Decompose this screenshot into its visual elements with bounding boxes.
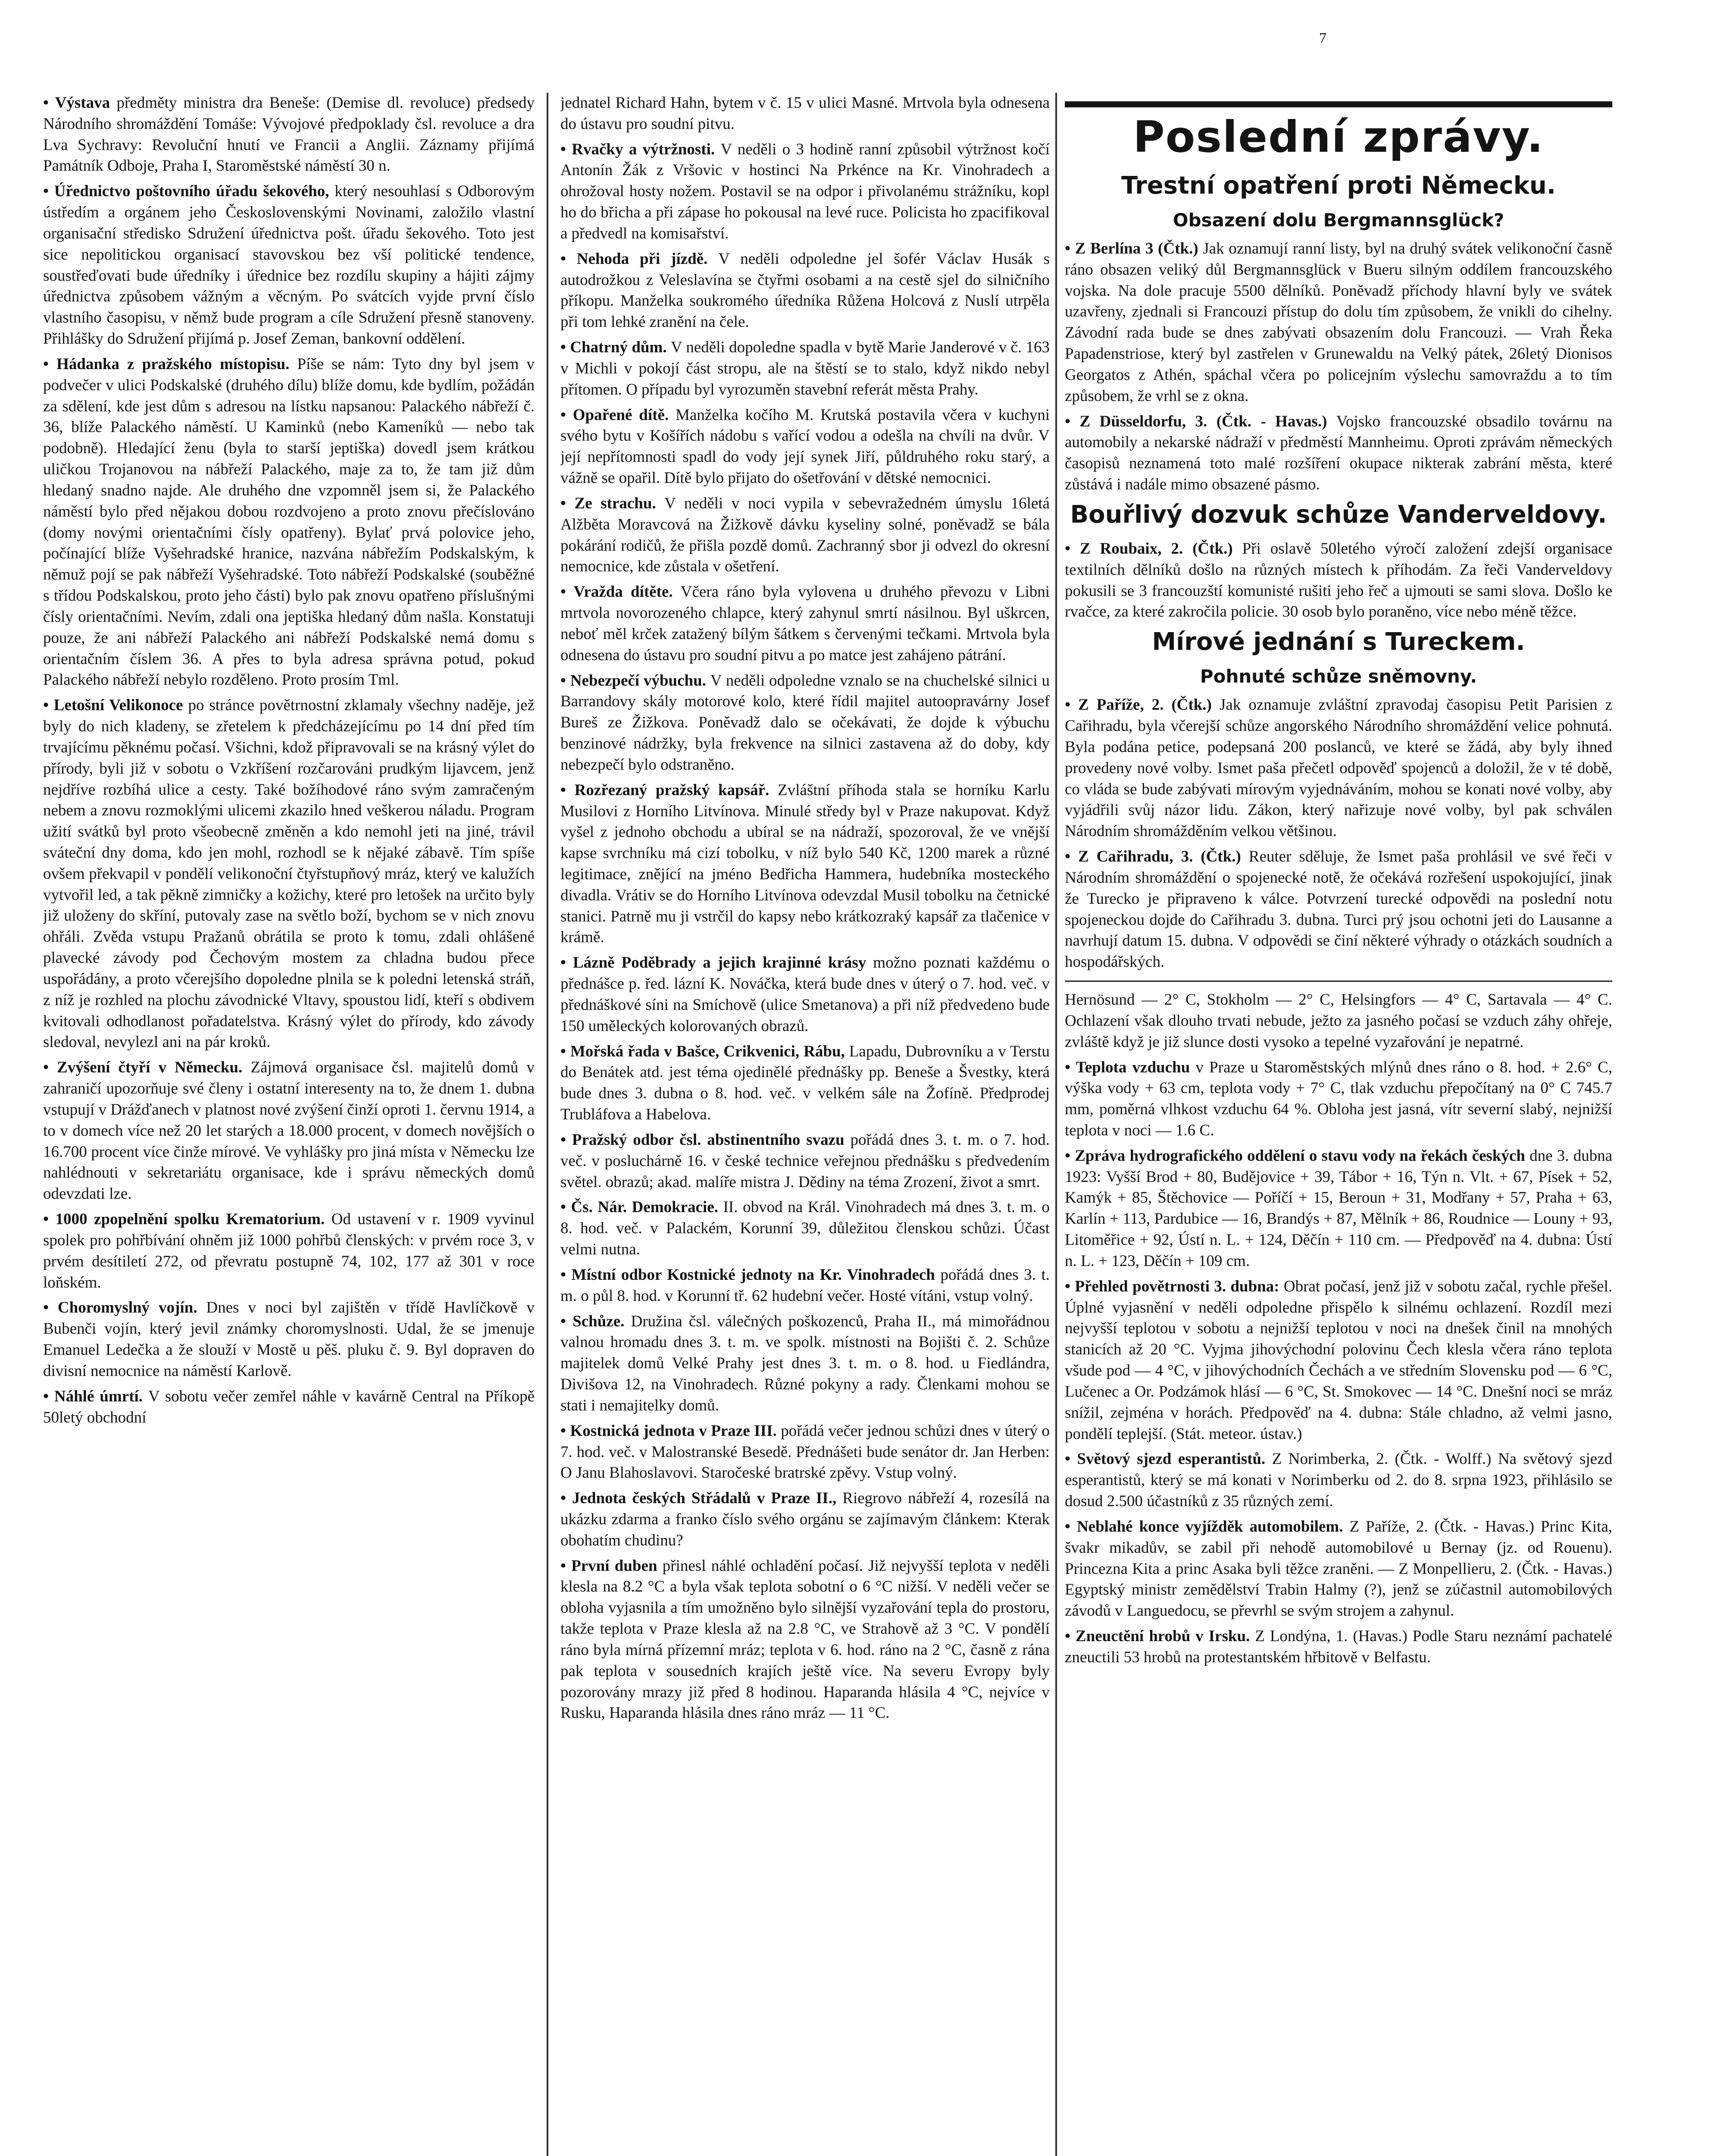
article-text: pořádá večer jednou schůzi dnes v úterý o 7. hod. več. v Malostranské Besedě. Přednášeti bude senátor dr. Jan Herben: O Janu Blahoslavovi. Staročeské bratrské zpěvy. Vstup volný.: [560, 1422, 1050, 1482]
article-text: Lapadu, Dubrovníku a v Terstu do Benátek atd. jest téma ojedinělé přednášky pp. Beneše a Švestky, která bude dnes 3. dubna o 8. hod. več. v velkém sále na Žofíně. Předprodej Trubláfova a Habelova.: [560, 1042, 1050, 1124]
article-title: • Nebezpečí výbuchu.: [560, 671, 710, 689]
news-article: [1065, 1146, 1612, 1272]
news-article: [560, 582, 1050, 666]
article-text: V neděli v noci vypila v sebevražedném úmyslu 16letá Alžběta Moravcová na Žižkově dávku kyseliny solné, poněvadž se bála pokárání rodičů, že přišla pozdě domů. Zachranný sbor ji odvezl do okresní nemocnice, kde zůstala v ošetření.: [560, 494, 1050, 576]
article-title: • Rvačky a výtržnosti.: [560, 140, 721, 158]
divider: [1065, 981, 1612, 982]
news-article: [560, 405, 1050, 489]
article-text: Jak oznamuje zvláštní zpravodaj časopisu Petit Parisien z Cařihradu, byla včerejší schůze angorského Národního shromáždění velice pohnutá. Byla podána petice, podepsaná 200 poslanců, ve které se žádá, aby byly ihned provedeny nové volby. Ismet paša přečetl odpověď spojenců a doložil, že v té době, co vláda se bude zabývati mírovým vyjednáváním, mohou se konati nové volby, aby vyjádřili svůj názor lidu. Zákon, který nařizuje nové volby, byl pak schválen Národním shromážděním velkou většinou.: [1065, 696, 1612, 840]
news-article: [560, 337, 1050, 400]
news-article: [560, 1488, 1050, 1551]
news-article: [43, 1209, 535, 1293]
article-text: Včera ráno byla vylovena u druhého převozu v Libni mrtvola novorozeného chlapce, který zahynul smrtí násilnou. Byl uškrcen, neboť měl krček zatažený bílým šátkem s červenými tečkami. Mrtvola byla odnesena do ústavu pro soudní pitvu a po matce jest zahájeno pátrání.: [560, 583, 1050, 664]
news-article: [43, 1297, 535, 1382]
news-article: [1065, 1626, 1612, 1668]
article-text: Družina čsl. válečných poškozenců, Praha II., má mimořádnou valnou hromadu dnes 3. t. m. ve spolk. místnosti na Bojišti č. 2. Schůze majitelek domů Velké Prahy jest dnes 3. t. m. o 8. hod. u Fiedlándra, Divišova 12, na Vinohradech. Různé pokyny a rady. Členkami mohou se stati i nemajitelky domů.: [560, 1312, 1050, 1414]
article-text: Jak oznamují ranní listy, byl na druhý svátek velikonoční časně ráno obsazen veliký důl Bergmannsglück v Bueru silným oddílem francouzského vojska. Na dole pracuje 5500 dělníků. Poněvadž příchody hlavní byly ve svátek uzavřeny, zjednali si Francouzi přístup do dolu tím způsobem, že vnikli do cihelny. Závodní rada bude se dnes zabývati obsazením dolu Francouzi. — Vrah Řeka Papadenstriose, který byl zastřelen v Grunewaldu na Velký pátek, 26letý Dionisos Georgatos z Athén, spáchal včera po policejním výslechu samovraždu a to tím způsobem, že vrhl se z okna.: [1065, 240, 1612, 405]
article-text: V neděli odpoledne jel šofér Václav Husák s autodrožkou z Veleslavína se čtyřmi osobami a na cestě sjel do silničního příkopu. Manželka soukromého úředníka Růžena Holcová z Nuslí utrpěla při tom lehké zranění na čele.: [560, 250, 1050, 331]
news-article: [560, 1197, 1050, 1260]
article-title: • První duben: [560, 1557, 663, 1575]
article-text: Z Londýna, 1. (Havas.) Podle Staru neznámí pachatelé zneuctili 53 hrobů na protestantském hřbitově v Belfastu.: [1065, 1627, 1612, 1666]
section-subheading: Pohnuté schůze sněmovny.: [1200, 666, 1477, 687]
news-article: [560, 671, 1050, 776]
news-article: [1065, 539, 1612, 623]
article-title: • Chatrný dům.: [560, 338, 671, 357]
news-article: [43, 181, 535, 350]
article-text: Z Norimberka, 2. (Čtk. - Wolff.) Na světový sjezd esperantistů, který se má konati v Norimberku od 2. do 8. srpna 1923, přihlásilo se dosud 2.500 účastníků z 35 různých zemí.: [1065, 1450, 1612, 1510]
news-article: [560, 493, 1050, 577]
article-title: • Světový sjezd esperantistů.: [1065, 1450, 1272, 1468]
article-title: • Jednota českých Střádalů v Praze II.,: [560, 1489, 843, 1507]
news-article: [1065, 238, 1612, 407]
article-title: • Lázně Poděbrady a jejich krajinné krásy: [560, 954, 873, 972]
article-title: • Zneuctění hrobů v Irsku.: [1065, 1627, 1255, 1645]
news-article: [1065, 1449, 1612, 1512]
article-title: • Pražský odbor čsl. abstinentního svazu: [560, 1131, 851, 1149]
article-text: Hernösund — 2° C, Stokholm — 2° C, Helsingfors — 4° C, Sartavala — 4° C. Ochlazení však dlouho trvati nebude, ježto za jasného počasí se vzduch záhy ohřeje, zvláště když je již slunce dosti vysoko a tepelné vyzařování je nepatrné.: [1065, 991, 1612, 1051]
column-right: [1065, 93, 1612, 2156]
news-article: [1065, 411, 1612, 495]
article-text: pořádá dnes 3. t. m. o půl 8. hod. v Korunní tř. 62 hudební večer. Hosté vítáni, vstup volný.: [560, 1266, 1050, 1305]
news-article: [1065, 846, 1612, 973]
news-article: [43, 1057, 535, 1205]
news-article: [43, 1386, 535, 1429]
article-title: • Přehled povětrnosti 3. dubna:: [1065, 1277, 1284, 1295]
section-heading: Trestní opatření proti Německu.: [1121, 172, 1556, 200]
article-text: Obrat počasí, jenž již v sobotu začal, rychle přešel. Úplné vyjasnění v neděli odpoledne přispělo k silnému ochlazení. Rozdíl mezi nejvyšší teplotou v sobotu a nejnižší teplotou v noci na dnešek činil na mnohých stanicích až 20 °C. Vyjma jihovýchodní polovinu Čech klesla včera ráno teplota všude pod — 4 °C, v jihovýchodních Čechách a ve středním Slovensku pod — 6 °C, Lučenec a Or. Podzámok hlásí — 6 °C, St. Smokovec — 14 °C. Dnešní noci se mráz snížil, zejména v horách. Předpověď na 4. dubna: Stále chladno, až velmi jasno, pondělí teplejší. (Stát. meteor. ústav.): [1065, 1277, 1612, 1443]
article-title: • 1000 zpopelnění spolku Krematorium.: [43, 1210, 332, 1228]
article-text: II. obvod na Král. Vinohradech má dnes 3. t. m. o 8. hod. več. v Palackém, Korunní 39, důležitou členskou schůzi. Účast velmi nutna.: [560, 1198, 1050, 1259]
article-title: • Nehoda při jízdě.: [560, 250, 719, 268]
article-title: • Vražda dítěte.: [560, 583, 681, 601]
news-article: [1065, 990, 1612, 1053]
news-article: [560, 93, 1050, 135]
news-article: [560, 780, 1050, 949]
article-title: • Čs. Nár. Demokracie.: [560, 1198, 723, 1216]
section-heading: Bouřlivý dozvuk schůze Vanderveldovy.: [1070, 500, 1607, 529]
news-article: [560, 1311, 1050, 1416]
article-title: • Z Cařihradu, 3. (Čtk.): [1065, 848, 1249, 866]
article-text: Při oslavě 50letého výročí založení zdejší organisace textilních dělníků došlo na různých místech k příhodám. Za řeči Vanderveldovy pokusili se 3 francouzští komunisté rušiti jeho řeč a ujmouti se sami slova. Došlo ke rvačce, za které zakročila policie. 30 osob bylo poraněno, více nebo méně těžce.: [1065, 539, 1612, 621]
article-text: předměty ministra dra Beneše: (Demise dl. revoluce) předsedy Národního shromáždění Tomáše: Vývojové předpoklady čsl. revoluce a dra Lva Sychravy: Revoluční hnutí ve Francii a Anglii. Záznamy přijímá Památník Odboje, Praha I, Staroměstské náměstí 30 n.: [43, 94, 535, 175]
article-text: po stránce povětrnostní zklamaly všechny naděje, jež byly do nich kladeny, se zřetelem k předcházejícímu po 14 dní před tím trvajícímu pěknému počasí. Všichni, kdož připravovali se na krásný výlet do přírody, byli již v sobotu o Vzkříšení rozčarováni prudkým lijavcem, jenž nejdříve rozbíhá ulice a cesty. Také božíhodové ráno svým zamračeným nebem a znovu rozmoklými ulicemi zkazilo hned veškerou náladu. Program užití svátků byl proto všeobecně změněn a kdo nemohl jeti na jiné, trávil sváteční dny doma, kdo jen mohl, rozhodl se k nějaké zábavě. Tím spíše ovšem překvapil v pondělí velikonoční čtyřstupňový mráz, který ve kalužích vytvořil led, a tak pěkně zimničky a kožichy, které pro letošek na určito byly již uloženy do skříní, putovaly zase na světlo boží, bychom se v nich znovu ohřáli. Zvěda vstupu Pražanů obrátila se proto k tomu, zdali ohlášené plavecké závody pod Čechovým mostem za chladna budou přece uspořádány, a proto včerejšího dopoledne plnila se k poledni letenská stráň, z níž je rozhled na plochu závodnické Vltavy, spoustou lidí, kteří s obdivem kvitovali odhodlanost pořadatelstva. Krásný výlet do přírody, kdo závody sledoval, nevylezl ani na pár kroků.: [43, 696, 535, 1051]
article-text: dne 3. dubna 1923: Vyšší Brod + 80, Budějovice + 39, Tábor + 16, Týn n. Vlt. + 67, Písek + 52, Kamýk + 85, Štěchovice — Poříčí + 15, Beroun + 31, Modřany + 57, Praha + 63, Karlín + 113, Pardubice — 16, Brandýs + 87, Mělník + 86, Roudnice — Louny + 93, Litoměřice + 92, Ústí n. L. + 124, Děčín + 110 cm. — Předpověď na 4. dubna: Ústí n. L. + 123, Děčín + 109 cm.: [1065, 1147, 1612, 1270]
column-divider: [547, 93, 548, 2156]
article-text: možno poznati každému o přednášce p. řed. lázní K. Nováčka, která bude dnes v úterý o 7. hod. več. v přednáškové síni na Smíchově (ulice Smetanova) a při níž předvedeno bude 150 uměleckých kolorovaných obrazů.: [560, 954, 1050, 1035]
news-article: [560, 249, 1050, 333]
article-title: • Schůze.: [560, 1312, 631, 1330]
article-text: V neděli o 3 hodině ranní způsobil výtržnost kočí Antonín Žák z Vršovic v hostinci Na Prkénce na Kr. Vinohradech a ohrožoval hosty nožem. Postavil se na odpor i přivolanému strážníku, kopl ho do břicha a při zápase ho pokousal na levé ruce. Policista ho zpacifikoval a předvedl na komisařství.: [560, 140, 1050, 242]
article-title: • Opařené dítě.: [560, 406, 676, 424]
news-article: [43, 354, 535, 691]
article-text: jednatel Richard Hahn, bytem v č. 15 v ulici Masné. Mrtvola byla odnesena do ústavu pro soudní pitvu.: [560, 94, 1050, 133]
article-title: • Úřednictvo poštovního úřadu šekového,: [43, 182, 335, 201]
article-title: • Místní odbor Kostnické jednoty na Kr. Vinohradech: [560, 1266, 941, 1284]
heavy-rule: [1065, 101, 1612, 107]
page-number: 7: [1319, 30, 1326, 46]
section-subheading: Obsazení dolu Bergmannsglück?: [1173, 210, 1505, 231]
article-text: pořádá dnes 3. t. m. o 7. hod. več. v posluchárně 16. v české technice veřejnou přednášku s předvedením světel. obrazů; akad. malíře mistra J. Dědiny na téma Zrození, život a smrt.: [560, 1131, 1050, 1191]
news-article: [560, 1556, 1050, 1724]
section-heading: Mírové jednání s Tureckem.: [1152, 628, 1525, 656]
article-title: • Výstava: [43, 94, 117, 112]
article-text: V neděli odpoledne vznalo se na chuchelské silnici u Barrandovy skály motorové kolo, které řídil majitel autoopravárny Josef Bureš ze Žižkova. Poněvadž dalo se očekávati, že dojde k výbuchu benzinové nádržky, byla frekvence na silnici zastavena až do doby, kdy nebezpečí bylo odstraněno.: [560, 671, 1050, 774]
article-title: • Letošní Velikonoce: [43, 696, 188, 714]
article-title: • Z Roubaix, 2. (Čtk.): [1065, 539, 1242, 558]
article-text: v Praze u Staroměstských mlýnů dnes ráno o 8. hod. + 2.6° C, výška vody + 63 cm, teplota vody + 7° C, tlak vzduchu přepočítaný na 0° C 745.7 mm, poměrná vlhkost vzduchu 64 %. Obloha jest jasná, vítr severní slabý, nejnižší teplota v noci — 1.6 C.: [1065, 1058, 1612, 1139]
article-text: V sobotu večer zemřel náhle v kavárně Central na Příkopě 50letý obchodní: [43, 1387, 535, 1426]
article-text: Manželka kočího M. Krutská postavila včera v kuchyni svého bytu v Košířích nádobu s vařící vodou a odešla na chvíli na dvůr. V její nepřítomnosti spadl do vody její synek Jiří, půldruhého roku starý, a vážně se opařil. Dítě bylo přijato do ošetřování v dětské nemocnici.: [560, 406, 1050, 487]
column-left: [43, 93, 535, 2156]
article-title: • Choromyslný vojín.: [43, 1299, 206, 1317]
article-title: • Z Paříže, 2. (Čtk.): [1065, 696, 1220, 714]
news-article: [1065, 1276, 1612, 1445]
article-text: Dnes v noci byl zajištěn v třídě Havlíčkově v Bubenči vojín, který jevil známky choromyslnosti. Udal, že se jmenuje Emanuel Ledečka a že slouží v Mostě u pěš. pluku č. 9. Byl dopraven do divisní nemocnice na náměstí Karlově.: [43, 1299, 535, 1380]
article-title: • Kostnická jednota v Praze III.: [560, 1422, 781, 1440]
news-article: [560, 1265, 1050, 1307]
article-text: přinesl náhlé ochladění počasí. Již nejvyšší teplota v neděli klesla na 8.2 °C a byla však teplota sobotní o 6 °C nižší. V neděli večer se obloha vyjasnila a tím umožněno bylo silnější vyzařování tepla do prostoru, takže teplota v Praze klesla až na 2.8 °C, ve Strahově až 3 °C. V pondělí ráno byla mírná přízemní mráz; teplota v 6. hod. ráno na 2 °C, časně z rána pak teplota v sousedních krajích ještě více. Na severu Evropy byly pozorovány mrazy již před 8 hodinou. Haparanda hlásila 4 °C, nejvíce v Rusku, Haparanda hlásila dnes ráno mráz — 11 °C.: [560, 1557, 1050, 1722]
article-title: • Rozřezaný pražský kapsář.: [560, 781, 778, 799]
news-article: [560, 1041, 1050, 1125]
news-article: [43, 695, 535, 1053]
news-article: [560, 139, 1050, 244]
news-article: [560, 953, 1050, 1037]
article-title: • Z Berlína 3 (Čtk.): [1065, 240, 1203, 257]
article-text: Riegrovo nábřeží 4, rozesílá na ukázku zdarma a franko číslo svého orgánu se zajímavým článkem: Kterak obohatím chudinu?: [560, 1489, 1050, 1549]
article-text: Zájmová organisace čsl. majitelů domů v zahraničí upozorňuje své členy i ostatní interesenty na to, že dnem 1. dubna vstupují v Drážďanech v platnost nové zvýšení činží oproti 1. červnu 1914, a to v domech více než 20 let starých a 18.000 procent, v domech novějších o 16.700 procent více činže mírové. Ve vyhlášky pro jiná místa v Německu lze nahlédnouti v sekretariátu organisace, kde i správu německých domů odevzdati lze.: [43, 1059, 535, 1203]
news-article: [1065, 1517, 1612, 1622]
article-title: • Neblahé konce vyjížděk automobilem.: [1065, 1517, 1350, 1536]
column-divider: [1055, 93, 1057, 2156]
article-text: který nesouhlasí s Odborovým ústředím a orgánem jeho Československými Novinami, založilo vlastní organisační středisko Sdružení úřednictva pošt. úřadu šekového. Toto jest sice nepolitickou organisací stavovskou bez vší politické tendence, soustřeďovati bude úředníky i úřednice bez rozdílu skupiny a hájiti zájmy úřednictva způsobem vážným a věcným. Po svátcích vyjde první číslo vlastního časopisu, v němž bude program a cíle Sdružení přesně stanoveny. Přihlášky do Sdružení přijímá p. Josef Zeman, bankovní oddělení.: [43, 182, 535, 348]
news-article: [560, 1421, 1050, 1484]
news-article: [1065, 1057, 1612, 1141]
news-article: [1065, 695, 1612, 842]
article-title: • Zvýšení čtyří v Německu.: [43, 1059, 251, 1077]
article-title: • Mořská řada v Bašce, Crikvenici, Rábu,: [560, 1042, 849, 1060]
news-article: [43, 93, 535, 177]
article-text: V neděli dopoledne spadla v bytě Marie Janderové v č. 163 v Michli v pokojí část stropu, ale na štěstí se to stalo, když nikdo nebyl přítomen. O případu byl vyrozuměn stavební referát města Prahy.: [560, 338, 1050, 398]
article-text: Zvláštní příhoda stala se horníku Karlu Musilovi z Horního Litvínova. Minulé středy byl v Praze nakupovat. Když vyšel z jednoho obchodu a ubíral se na nádraží, spozoroval, že ve vnější kapse svrchníku má cizí tobolku, v níž bylo 540 Kč, 1200 marek a různé legitimace, znějící na jméno Bedřicha Hammera, hudebníka mosteckého divadla. Vrátiv se do Horního Litvínova odevzdal Musil tobolku na četnické stanici. Patrně mu ji vstrčil do kapsy nebo krátkozraký kapsář za tlačenice v krámě.: [560, 781, 1050, 946]
section-title: Poslední zprávy.: [1133, 112, 1544, 162]
article-title: • Z Düsseldorfu, 3. (Čtk. - Havas.): [1065, 412, 1336, 430]
article-text: Z Paříže, 2. (Čtk. - Havas.) Princ Kita, švakr mikadův, se zabil při nehodě automobilové u Bernay (jz. od Rouenu). Princezna Kita a princ Asaka byli těžce zraněni. — Z Monpellieru, 2. (Čtk. - Havas.) Egyptský ministr zemědělství Trabin Halmy (?), jenž se zúčastnil automobilových závodů v Languedocu, se převrhl se svým strojem a zahynul.: [1065, 1517, 1612, 1620]
article-title: • Teplota vzduchu: [1065, 1058, 1196, 1076]
article-title: • Hádanka z pražského místopisu.: [43, 355, 297, 373]
article-title: • Náhlé úmrtí.: [43, 1387, 148, 1405]
article-text: Píše se nám: Tyto dny byl jsem v podvečer v ulici Podskalské (druhého dílu) blíže domu, kde bydlím, požádán za sdělení, kde jest dům s adresou na lístku napsanou: Palackého nábřeží č. 36, blíže Palackého náměstí. U Kaminků (nebo Kameníků — nebo tak podobně). Hledající ženu (byla to starší jeptiška) dovedl jsem krátkou uličkou Trojanovou na nábřeží Palackého, maje za to, že tam již dům hledaný snadno najde. Ale druhého dne vzpomněl jsem si, že Palackého náměstí bylo před nějakou dobou rozdvojeno a proto znovu přečíslováno (domy novými orientačními čísly opatřeny). Bylať prvá polovice jeho, počínající blíže Vyšehradské hranice, nazvána nábřežím Podskalským, k němuž pojí se pak nábřeží Vyšehradské. Toto nábřeží Podskalské (souběžné s třídou Podskalskou, proto jeho části) bylo pak znovu opatřeno příslušnými čísly orientačními. Nevím, zdali ona jeptiška hledaný dům našla. Konstatuji pouze, že ani nábřeží Palackého ani nábřeží Podskalské nemá domu s orientačním číslem 36. A přes to byla adresa správna potud, pokud Palackého nábřeží nebylo rozděleno. Proto prosím Tml.: [43, 355, 535, 689]
column-middle: [560, 93, 1050, 2156]
article-title: • Ze strachu.: [560, 494, 665, 512]
news-article: [560, 1130, 1050, 1193]
article-text: Od ustavení v r. 1909 vyvinul spolek pro pohřbívání ohněm již 1000 pohřbů členských: v prvém roce 3, v prvém desítiletí 272, od převratu postupně 74, 102, 177 až 301 v roce loňském.: [43, 1210, 535, 1291]
article-title: • Zpráva hydrografického oddělení o stavu vody na řekách českých: [1065, 1147, 1530, 1165]
article-text: Vojsko francouzské obsadilo továrnu na automobily a nekarské nádraží v předměstí Mannheimu. Oproti zprávám německých časopisů neznamená toto malé rozšíření okupace nikterak zabrání města, které zůstává i nadále mimo obsazené pásmo.: [1065, 412, 1612, 494]
article-text: Reuter sděluje, že Ismet paša prohlásil ve své řeči v Národním shromáždění o spojenecké notě, že očekává rozřešení uspokojující, jinak že Turecko je připraveno k válce. Potvrzení turecké odpovědi na poslední notu spojeneckou dojde do Cařihradu 3. dubna. Turci prý jsou ochotni jeti do Lausanne a navrhují datum 15. dubna. V odpovědi se činí některé výhrady o otázkách soudních a hospodářských.: [1065, 848, 1612, 971]
